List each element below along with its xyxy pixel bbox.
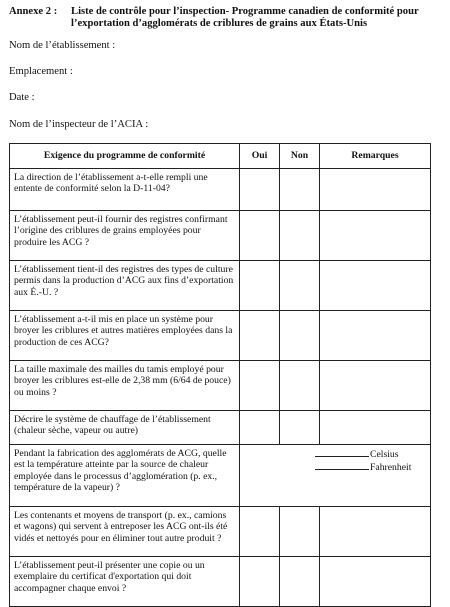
table-header-row	[10, 144, 431, 169]
annex-label: Annexe 2 :	[9, 6, 58, 17]
remarks-cell[interactable]	[320, 361, 431, 411]
no-cell[interactable]	[280, 211, 320, 261]
requirement-cell: La direction de l’établissement a-t-elle rempli une entente de conformité selon la D-11-04?	[10, 169, 240, 211]
no-cell[interactable]	[280, 169, 320, 211]
temperature-cell	[240, 445, 431, 507]
celsius-label: Celsius	[370, 449, 399, 460]
table-row	[10, 557, 431, 607]
remarks-cell[interactable]	[320, 261, 431, 311]
yes-cell[interactable]	[240, 169, 280, 211]
remarks-cell[interactable]	[320, 411, 431, 445]
date-field: Date :	[9, 92, 35, 103]
no-cell[interactable]	[280, 411, 320, 445]
establishment-name-field: Nom de l’établissement :	[9, 40, 116, 51]
remarks-cell[interactable]	[320, 507, 431, 557]
table-row	[10, 211, 431, 261]
header-requirement: Exigence du programme de conformité	[10, 144, 240, 169]
no-cell[interactable]	[280, 557, 320, 607]
compliance-checklist-table	[9, 143, 431, 607]
no-cell[interactable]	[280, 361, 320, 411]
table-row	[10, 361, 431, 411]
fahrenheit-line	[315, 461, 430, 473]
requirement-cell: L’établissement peut-il fournir des registres confirmant l’origine des criblures de grains employées pour produire les ACG ?	[10, 211, 240, 261]
fahrenheit-input[interactable]	[315, 461, 369, 470]
header-yes: Oui	[240, 144, 280, 169]
requirement-cell: L’établissement a-t-il mis en place un système pour broyer les criblures et autres matières employées dans la production de ces ACG?	[10, 311, 240, 361]
document-title: Liste de contrôle pour l’inspection- Programme canadien de conformité pour l’exportation d’agglomérats de criblures de grains aux États-Unis	[71, 6, 419, 29]
table-row	[10, 169, 431, 211]
remarks-cell[interactable]	[320, 169, 431, 211]
yes-cell[interactable]	[240, 211, 280, 261]
yes-cell[interactable]	[240, 557, 280, 607]
celsius-line	[315, 448, 430, 460]
remarks-cell[interactable]	[320, 311, 431, 361]
requirement-cell: Pendant la fabrication des agglomérats de ACG, quelle est la température atteinte par la source de chaleur employée dans le processus d’agglomération (p. ex., température de la vapeur) ?	[10, 445, 240, 507]
table-row	[10, 507, 431, 557]
yes-cell[interactable]	[240, 361, 280, 411]
no-cell[interactable]	[280, 261, 320, 311]
yes-cell[interactable]	[240, 311, 280, 361]
requirement-cell: Les contenants et moyens de transport (p. ex., camions et wagons) qui servent à entreposer les ACG ont-ils été vidés et nettoyés pour en éliminer tout autre produit ?	[10, 507, 240, 557]
yes-cell[interactable]	[240, 411, 280, 445]
requirement-cell: La taille maximale des mailles du tamis employé pour broyer les criblures est-elle de 2,38 mm (6/64 de pouce) ou moins ?	[10, 361, 240, 411]
header-remarks: Remarques	[320, 144, 431, 169]
table-row	[10, 311, 431, 361]
yes-cell[interactable]	[240, 507, 280, 557]
table-row	[10, 411, 431, 445]
inspector-name-field: Nom de l’inspecteur de l’ACIA :	[9, 119, 149, 130]
header-no: Non	[280, 144, 320, 169]
celsius-input[interactable]	[315, 448, 369, 457]
yes-cell[interactable]	[240, 261, 280, 311]
table-row	[10, 261, 431, 311]
fahrenheit-label: Fahrenheit	[370, 462, 412, 474]
requirement-cell: L’établissement peut-il présenter une copie ou un exemplaire du certificat d'exportation qui doit accompagner chaque envoi ?	[10, 557, 240, 607]
no-cell[interactable]	[280, 507, 320, 557]
remarks-cell[interactable]	[320, 211, 431, 261]
annex-header	[9, 6, 436, 30]
location-field: Emplacement :	[9, 66, 73, 77]
requirement-cell: Décrire le système de chauffage de l’établissement (chaleur sèche, vapeur ou autre)	[10, 411, 240, 445]
table-row	[10, 445, 431, 507]
no-cell[interactable]	[280, 311, 320, 361]
remarks-cell[interactable]	[320, 557, 431, 607]
requirement-cell: L’établissement tient-il des registres des types de culture permis dans la production d’ACG aux fins d’exportation aux É.-U. ?	[10, 261, 240, 311]
